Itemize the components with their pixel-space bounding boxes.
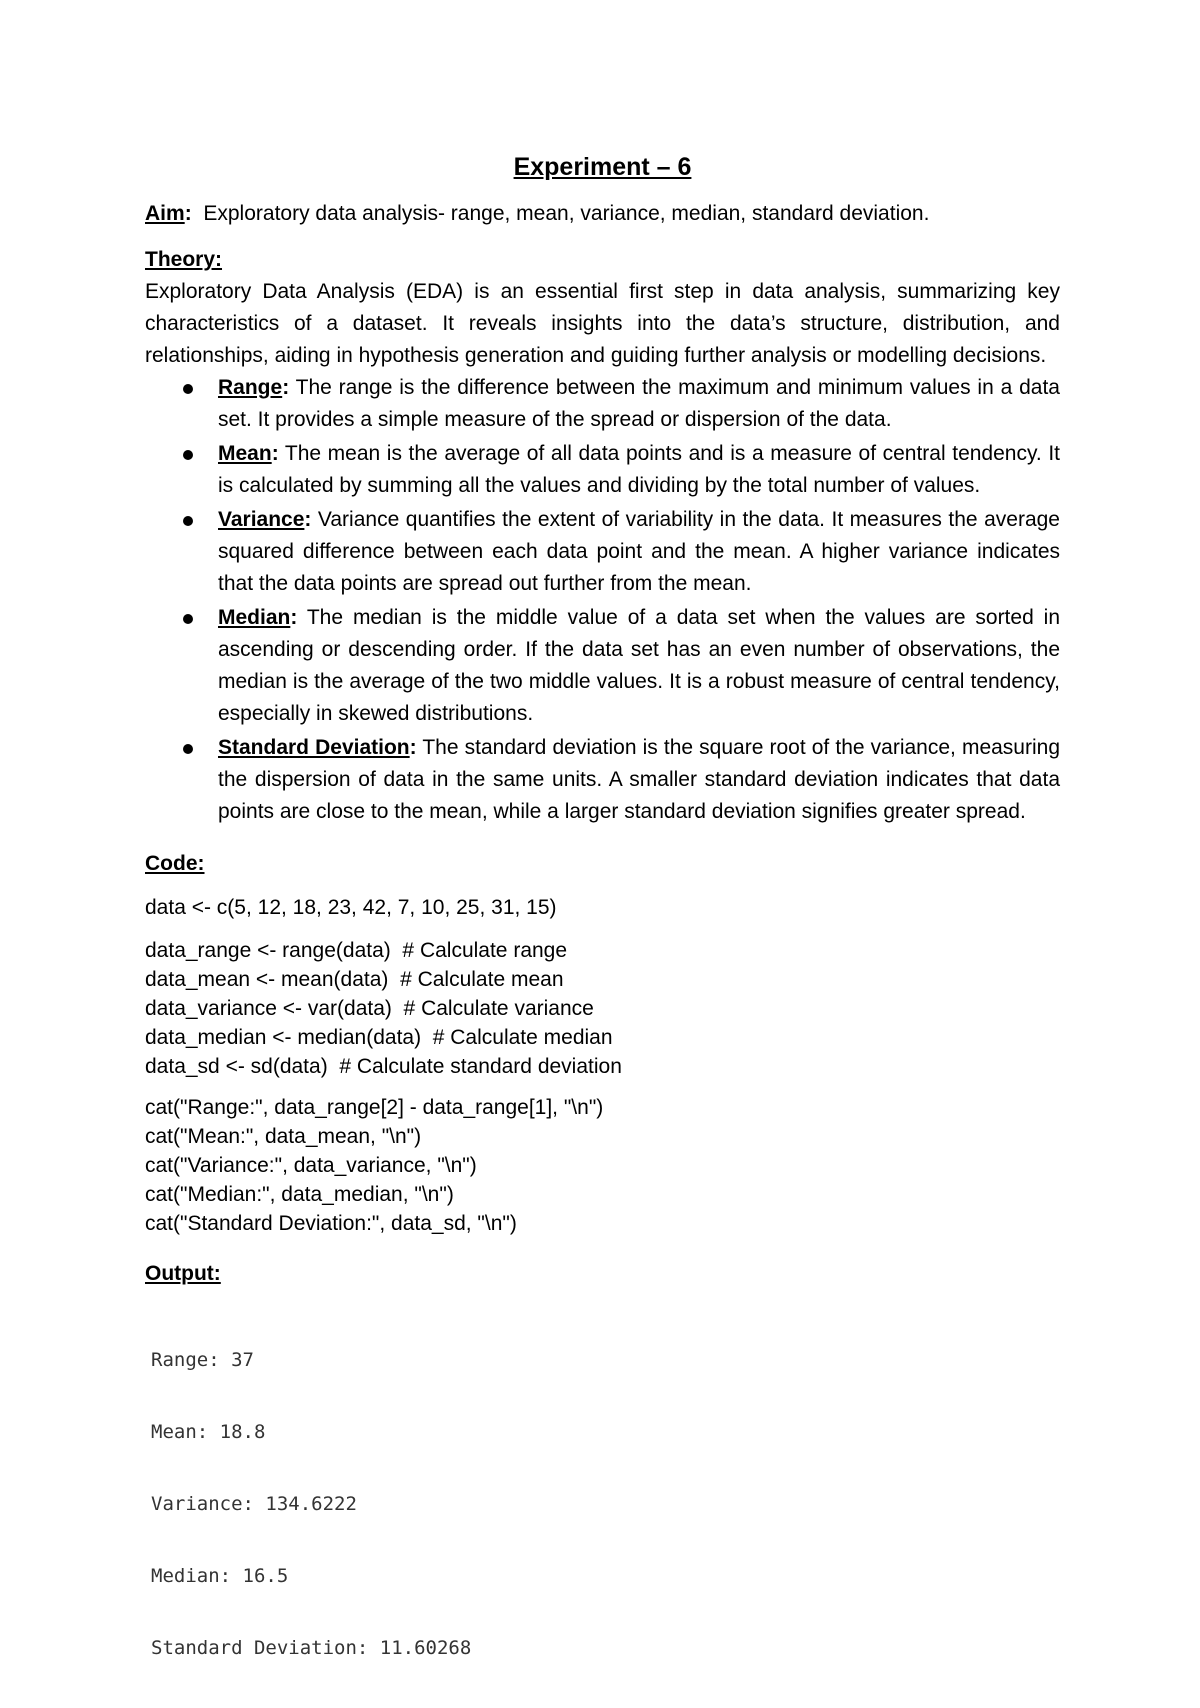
theory-intro: Exploratory Data Analysis (EDA) is an essential first step in data analysis, summarizing key characteristics of a dataset. It reveals insights into the data’s structure, distribution, and relationships, aiding in hypothesis generation and guiding further analysis or modelling decisions. [145,280,1060,367]
bullet-variance [218,504,1060,600]
aim-label: Aim [145,202,185,225]
code-line: cat("Mean:", data_mean, "\n") [145,1125,422,1148]
bullet-text: The standard deviation is the square root of the variance, measuring the dispersion of data in the same units. A smaller standard deviation indicates that data points are close to the mean, while a larger standard deviation signifies greater spread. [218,736,1060,823]
bullet-mean [218,438,1060,502]
bullet-text: The mean is the average of all data points and is a measure of central tendency. It is calculated by summing all the values and dividing by the total number of values. [218,442,1060,497]
bullet-range [218,372,1060,436]
document-content [145,150,1060,1708]
code-line: data_range <- range(data) # Calculate range [145,939,568,962]
output-line: Standard Deviation: 11.60268 [151,1637,472,1659]
output-line: Median: 16.5 [151,1565,289,1587]
code-data-group [145,892,1060,924]
page-title: Experiment – 6 [513,153,692,181]
bullet-term: Range [218,376,283,399]
output-line: Mean: 18.8 [151,1421,266,1443]
bullet-colon: : [304,508,312,531]
bullet-colon: : [290,606,298,629]
theory-bullet-list [145,372,1060,828]
code-line: cat("Standard Deviation:", data_sd, "\n") [145,1212,517,1235]
aim-text: Exploratory data analysis- range, mean, variance, median, standard deviation. [203,202,930,225]
code-calc-group [145,936,1060,1081]
output-line: Variance: 134.6222 [151,1493,357,1515]
bullet-colon: : [271,442,279,465]
bullet-term: Standard Deviation [218,736,410,759]
code-line: cat("Median:", data_median, "\n") [145,1183,454,1206]
code-line: data_mean <- mean(data) # Calculate mean [145,968,564,991]
bullet-dot-icon [183,450,193,460]
bullet-term: Variance [218,508,305,531]
bullet-text: Variance quantifies the extent of variability in the data. It measures the average squared difference between each data point and the mean. A higher variance indicates that the data points are spread out further from the mean. [218,508,1060,595]
code-heading: Code: [145,852,205,875]
code-line: data_variance <- var(data) # Calculate variance [145,997,594,1020]
aim-colon: : [184,202,192,225]
section-spacer [145,1250,1060,1258]
code-line: data_sd <- sd(data) # Calculate standard deviation [145,1055,622,1078]
bullet-median [218,602,1060,730]
bullet-dot-icon [183,744,193,754]
output-line: Range: 37 [151,1349,254,1371]
bullet-dot-icon [183,614,193,624]
code-line: data_median <- median(data) # Calculate median [145,1026,613,1049]
bullet-colon: : [409,736,417,759]
theory-heading: Theory: [145,248,223,271]
bullet-dot-icon [183,516,193,526]
aim-line [145,198,1060,230]
code-line: cat("Variance:", data_variance, "\n") [145,1154,477,1177]
bullet-text: The median is the middle value of a data set when the values are sorted in ascending or descending order. If the data set has an even number of observations, the median is the average of the two middle values. It is a robust measure of central tendency, especially in skewed distributions. [218,606,1060,725]
output-heading: Output: [145,1262,221,1285]
console-output [145,1300,1060,1708]
section-spacer [145,830,1060,848]
code-line: cat("Range:", data_range[2] - data_range[1], "\n") [145,1096,604,1119]
bullet-term: Median [218,606,291,629]
bullet-dot-icon [183,384,193,394]
bullet-term: Mean [218,442,272,465]
bullet-colon: : [282,376,290,399]
bullet-standard-deviation [218,732,1060,828]
code-line: data <- c(5, 12, 18, 23, 42, 7, 10, 25, 31, 15) [145,896,557,919]
code-cat-group [145,1093,1060,1238]
bullet-text: The range is the difference between the maximum and minimum values in a data set. It provides a simple measure of the spread or dispersion of the data. [218,376,1060,431]
